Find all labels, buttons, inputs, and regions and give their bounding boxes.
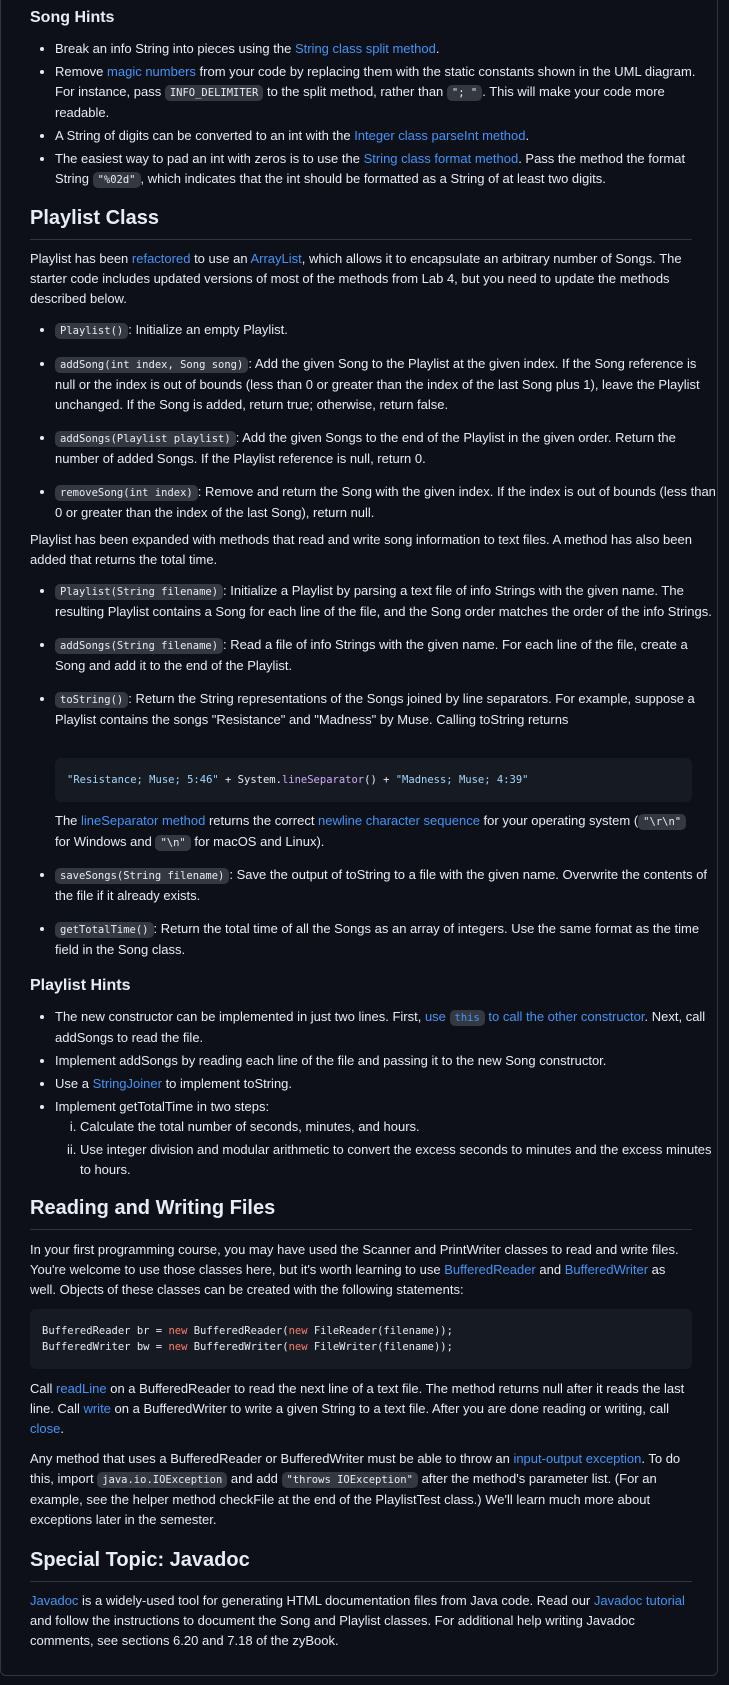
text: and follow the instructions to document the Song and Playlist classes. For additional help writing Javadoc comments, see sections 6.20 and 7.18 of the zyBook. [30, 1613, 635, 1648]
javadoc-paragraph [30, 1591, 692, 1651]
inline-code: removeSong(int index) [55, 485, 198, 501]
link-text: use [424, 1009, 450, 1024]
code-text: FileReader(filename)); [307, 1325, 453, 1337]
methods-list-2 [30, 581, 717, 730]
write-link[interactable]: write [83, 1401, 111, 1416]
text: . [435, 41, 440, 56]
text: : Initialize a Playlist by parsing a text file of info Strings with the given name. The resulting Playlist contains a Song for each line of the file, and the Song order matches the order of the info Strings. [55, 583, 712, 619]
text: for your operating system ( [479, 813, 639, 828]
text: : Read a file of info Strings with the given name. For each line of the file, create a Song and add it to the end of the Playlist. [55, 637, 688, 673]
text: Break an info String into pieces using the [55, 41, 295, 56]
code-function: lineSeparator [281, 774, 365, 786]
inline-code: Playlist() [55, 323, 128, 339]
text: . [60, 1421, 64, 1436]
reading-writing-heading: Reading and Writing Files [30, 1195, 692, 1230]
text: : Initialize an empty Playlist. [128, 322, 288, 337]
io-exception-link[interactable]: input-output exception [513, 1451, 642, 1466]
text: as well. Objects of these classes can be created with the following statements: [30, 1262, 666, 1297]
text: A String of digits can be converted to an int with the [55, 128, 355, 143]
code-keyword: new [168, 1341, 188, 1353]
playlist-class-heading: Playlist Class [30, 205, 692, 240]
text: Playlist has been [30, 251, 132, 266]
list-item: ii. Use integer division and modular arithmetic to convert the excess seconds to minutes and the excess minutes to hours. [80, 1140, 717, 1180]
list-item [55, 581, 717, 622]
text: . This will make your code more readable. [55, 84, 665, 120]
code-text: BufferedWriter( [187, 1341, 289, 1353]
inline-code: "throws IOException" [282, 1472, 418, 1488]
text: In your first programming course, you may have used the Scanner and PrintWriter classes to read and write files. You're welcome to use those classes here, but it's worth learning to use [30, 1242, 679, 1277]
text: . Pass the method the format String [55, 151, 686, 186]
inline-code: "\n" [155, 835, 190, 851]
text: and add [227, 1471, 282, 1486]
code-string: "Resistance; Muse; 5:46" [67, 774, 219, 786]
text: Remove [55, 64, 108, 79]
arraylist-link[interactable]: ArrayList [250, 251, 302, 266]
inline-code: addSong(int index, Song song) [55, 357, 248, 373]
text: returns the correct [205, 813, 319, 828]
text: Call [30, 1381, 57, 1396]
list-item [55, 320, 717, 341]
list-item [55, 865, 717, 906]
list-item [55, 1007, 717, 1048]
inline-code: addSongs(Playlist playlist) [55, 431, 236, 447]
text: : Remove and return the Song with the given index. If the index is out of bounds (less than 0 or greater than the index of the last Song), return null. [55, 484, 716, 520]
methods-list-1 [30, 320, 717, 523]
lineseparator-link[interactable]: lineSeparator method [81, 813, 206, 828]
code-text: + System. [218, 774, 282, 786]
text: , which allows it to encapsulate an arbitrary number of Songs. The starter code includes updated versions of most of the methods from Lab 4, but you need to update the methods described below. [30, 251, 682, 306]
playlist-hints-list [30, 1007, 717, 1180]
code-keyword: new [168, 1325, 188, 1337]
javadoc-link[interactable]: Javadoc [30, 1593, 79, 1608]
inline-code: "%02d" [93, 172, 141, 188]
list-item [55, 1097, 717, 1180]
text: on a BufferedReader to read the next line of a text file. The method returns null after it reads the last line. Call [30, 1381, 685, 1416]
list-item: • Implement addSongs by reading each line of the file and passing it to the new Song constructor. [55, 1051, 717, 1071]
magic-numbers-link[interactable]: magic numbers [107, 64, 196, 79]
playlist-intro [30, 249, 692, 309]
text: to implement toString. [161, 1076, 293, 1091]
bufferedreader-link[interactable]: BufferedReader [444, 1262, 536, 1277]
text: is a widely-used tool for generating HTML documentation files from Java code. Read our [78, 1593, 594, 1608]
steps-list [55, 1117, 717, 1180]
text: from your code by replacing them with the static constants shown in the UML diagram. For instance, pass [55, 64, 696, 99]
text: : Return the total time of all the Songs as an array of integers. Use the same format as the time field in the Song class. [55, 921, 700, 957]
text: : Return the String representations of the Songs joined by line separators. For example, suppose a Playlist contains the songs "Resistance" and "Madness" by Muse. Calling toString returns [55, 691, 695, 727]
list-item [55, 354, 717, 415]
text: on a BufferedWriter to write a given String to a text file. After you are done reading or writing, call [110, 1401, 670, 1416]
code-keyword: new [288, 1341, 308, 1353]
newline-link[interactable]: newline character sequence [318, 813, 480, 828]
code-text: () + [364, 774, 396, 786]
text: : Save the output of toString to a file with the given name. Overwrite the contents of the file if it already exists. [55, 867, 708, 903]
text: . [525, 128, 530, 143]
tostring-code-block [55, 758, 692, 802]
reading-writing-intro [30, 1240, 692, 1300]
playlist-hints-heading: Playlist Hints [30, 977, 131, 994]
text: The easiest way to pad an int with zeros is to use the [55, 151, 364, 166]
code-text: BufferedReader( [187, 1325, 289, 1337]
code-text: FileWriter(filename)); [307, 1341, 453, 1353]
expanded-paragraph: Playlist has been expanded with methods that read and write song information to text files. A method has also been added that returns the total time. [30, 532, 692, 567]
text: : Add the given Song to the Playlist at the given index. If the Song reference is null or the index is out of bounds (less than 0 or greater than the index of the last Song plus 1), leave the Playlist unchanged. If the Song is added, return true; otherwise, return false. [55, 356, 700, 412]
list-item [55, 126, 717, 146]
list-item [55, 428, 717, 469]
code-keyword: new [288, 1325, 308, 1337]
parseint-link[interactable]: Integer class parseInt method [354, 128, 526, 143]
list-item: i. Calculate the total number of seconds, minutes, and hours. [80, 1117, 717, 1137]
line-separator-paragraph [55, 811, 692, 853]
list-item [55, 482, 717, 523]
text: Implement getTotalTime in two steps: [55, 1099, 270, 1114]
stringjoiner-link[interactable]: StringJoiner [92, 1076, 162, 1091]
text: to the split method, rather than [263, 84, 447, 99]
song-hints-heading: Song Hints [30, 9, 115, 26]
list-item [55, 62, 717, 123]
inline-code: java.io.IOException [97, 1472, 227, 1488]
readline-paragraph [30, 1379, 692, 1439]
inline-code: saveSongs(String filename) [55, 868, 229, 884]
code-text: BufferedReader br = [42, 1325, 169, 1337]
text: Any method that uses a BufferedReader or BufferedWriter must be able to throw an [30, 1451, 514, 1466]
text: Use a [55, 1076, 93, 1091]
list-item [55, 689, 717, 730]
list-item [55, 39, 717, 59]
javadoc-heading: Special Topic: Javadoc [30, 1547, 692, 1582]
song-hints-list [30, 39, 717, 190]
inline-code: getTotalTime() [55, 922, 154, 938]
bufferedwriter-link[interactable]: BufferedWriter [564, 1262, 649, 1277]
code-string: "Madness; Muse; 4:39" [395, 774, 529, 786]
text: . Next, call addSongs to read the file. [55, 1009, 706, 1045]
methods-list-3 [30, 865, 717, 960]
list-item [55, 1074, 717, 1094]
inline-code: Playlist(String filename) [55, 584, 223, 600]
close-link[interactable]: close [30, 1421, 61, 1436]
refactored-link[interactable]: refactored [131, 251, 191, 266]
link-text: to call the other constructor [484, 1009, 645, 1024]
inline-code: addSongs(String filename) [55, 638, 223, 654]
text: . To do this, import [30, 1451, 681, 1486]
text: for Windows and [55, 834, 156, 849]
text: and [535, 1262, 565, 1277]
text: to use an [190, 251, 251, 266]
text: The new constructor can be implemented in just two lines. First, [55, 1009, 425, 1024]
inline-code: INFO_DELIMITER [165, 85, 264, 101]
inline-code: toString() [55, 692, 128, 708]
inline-code: "; " [447, 85, 482, 101]
text: : Add the given Songs to the end of the Playlist in the given order. Return the number of added Songs. If the Playlist reference is null, return 0. [55, 430, 676, 466]
buffered-code-block [30, 1309, 692, 1369]
exception-paragraph [30, 1449, 692, 1530]
code-text: BufferedWriter bw = [42, 1341, 169, 1353]
text: The [55, 813, 82, 828]
text: for macOS and Linux). [190, 834, 325, 849]
inline-code: this [450, 1010, 485, 1026]
text: after the method's parameter list. (For an example, see the helper method checkFile at the end of the PlaylistTest class.) We'll learn much more about exceptions later in the semester. [30, 1471, 657, 1527]
inline-code: "\r\n" [638, 814, 686, 830]
text: , which indicates that the int should be formatted as a String of at least two digits. [140, 171, 606, 186]
readline-link[interactable]: readLine [56, 1381, 107, 1396]
split-method-link[interactable]: String class split method [294, 41, 436, 56]
list-item [55, 149, 717, 190]
list-item [55, 635, 717, 676]
format-method-link[interactable]: String class format method [363, 151, 519, 166]
list-item [55, 919, 717, 960]
javadoc-tutorial-link[interactable]: Javadoc tutorial [593, 1593, 685, 1608]
this-constructor-link[interactable] [425, 1009, 645, 1024]
